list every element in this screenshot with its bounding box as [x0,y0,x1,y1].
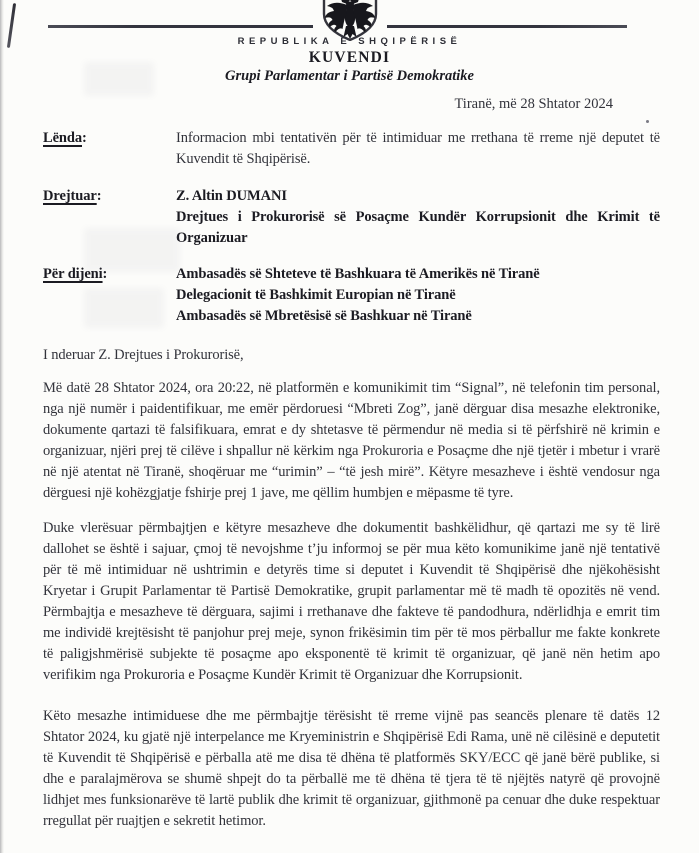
subject-text: Informacion mbi tentativën për të intimiduar me rrethana të rreme një deputet të Kuvendit të Shqipërisë. [176,130,660,167]
addressee-label: Drejtuar: [43,188,102,204]
cc-recipient: Ambasadës së Shteteve të Bashkuara të Amerikës në Tiranë [176,266,540,282]
addressee-title: Drejtues i Prokurorisë së Posaçme Kundër Korrupsionit dhe Krimit të Organizuar [176,209,660,246]
body-paragraph-1: Më datë 28 Shtator 2024, ora 20:22, në platformën e komunikimit tim “Signal”, në telefonin tim personal, nga një numër i paidentifikuar, me emër përdoruesi “Mbreti Zog”, janë dërguar disa mesazhe elektronike, dokumente qartazi të falsifikuara, emrat e dy shtetasve të përmendur në media si të përfshirë në krimin e organizuar, njëri prej të cilëve i shpallur në kërkim nga Prokuroria e Posaçme dhe një tjetër i mbetur i vrarë në një atentat në Tiranë, shoqëruar me “urimin” – “të jesh mirë”. Këtyre mesazheve i është vendosur nga dërguesi një kohëzgjatje fshirje prej 1 jave, me qëllim humbjen e mëpasme të tyre. [43,380,660,501]
letterhead [0,0,699,84]
ink-dot-artifact [646,120,649,123]
body-paragraph-2: Duke vlerësuar përmbajtjen e këtyre mesazheve dhe dokumentit bashkëlidhur, që qartazi me sy të lirë dallohet se është i sajuar, çmoj të nevojshme t’ju informoj se për mua këto komunikime janë një tentativë për të më intimiduar në ushtrimin e detyrës time si deputet i Kuvendit të Shqipërisë dhe njëkohësisht Kryetar i Grupit Parlamentar të Partisë Demokratike, grupit parlamentar më të madh të opozitës në vend. Përmbajtja e mesazheve të dërguara, sajimi i rrethanave dhe fakteve të pandodhura, ndërlidhja e emrit tim me individë krejtësisht të panjohur prej meje, synon frikësimin tim për të mos përballur me fakte konkrete të paligjshmërisë subjekte të posaçme apo eksponentë të krimit të organizuar, që janë nën hetim apo verifikim nga Prokuroria e Posaçme Kundër Krimit të Organizuar dhe Korrupsionit. [43,520,660,683]
body-paragraph-3: Këto mesazhe intimiduese dhe me përmbajtje tërësisht të rreme vijnë pas seancës plenare të datës 12 Shtator 2024, ku gjatë një interpelance me Kryeministrin e Shqipërisë Edi Rama, unë në cilësinë e deputetit të Kuvendit të Shqipërisë e përballa atë me disa të dhëna të platformës SKY/ECC që janë bërë publike, si dhe e paralajmërova se shumë shpejt do ta përballë me të dhëna të tjera të të njëjtës natyrë që provojnë lidhjet mes funksionarëve të lartë publik dhe krimit të organizuar, gjithmonë pa cenuar dhe duke respektuar rregullat për ruajtjen e sekretit hetimor. [43,708,660,829]
subject-label: Lënda: [43,130,87,146]
cc-recipient: Ambasadës së Mbretësisë së Bashkuar në Tiranë [176,308,472,324]
subject-row [43,128,660,170]
institution-title: KUVENDI [308,49,391,66]
date-line: Tiranë, më 28 Shtator 2024 [454,96,613,112]
cc-recipient: Delegacionit të Bashkimit Europian në Tiranë [176,287,456,303]
bleed-through-artifact [84,288,164,328]
addressee-name: Z. Altin DUMANI [176,188,287,204]
republic-title: REPUBLIKA E SHQIPËRISË [237,36,462,47]
bleed-through-artifact [84,228,180,272]
salutation: I nderuar Z. Drejtues i Prokurorisë, [43,347,244,363]
cc-label: Për dijeni: [43,266,108,282]
parliamentary-group-title: Grupi Parlamentar i Partisë Demokratike [225,68,474,84]
scan-edge-shadow [0,0,4,853]
double-headed-eagle-icon [321,0,379,41]
